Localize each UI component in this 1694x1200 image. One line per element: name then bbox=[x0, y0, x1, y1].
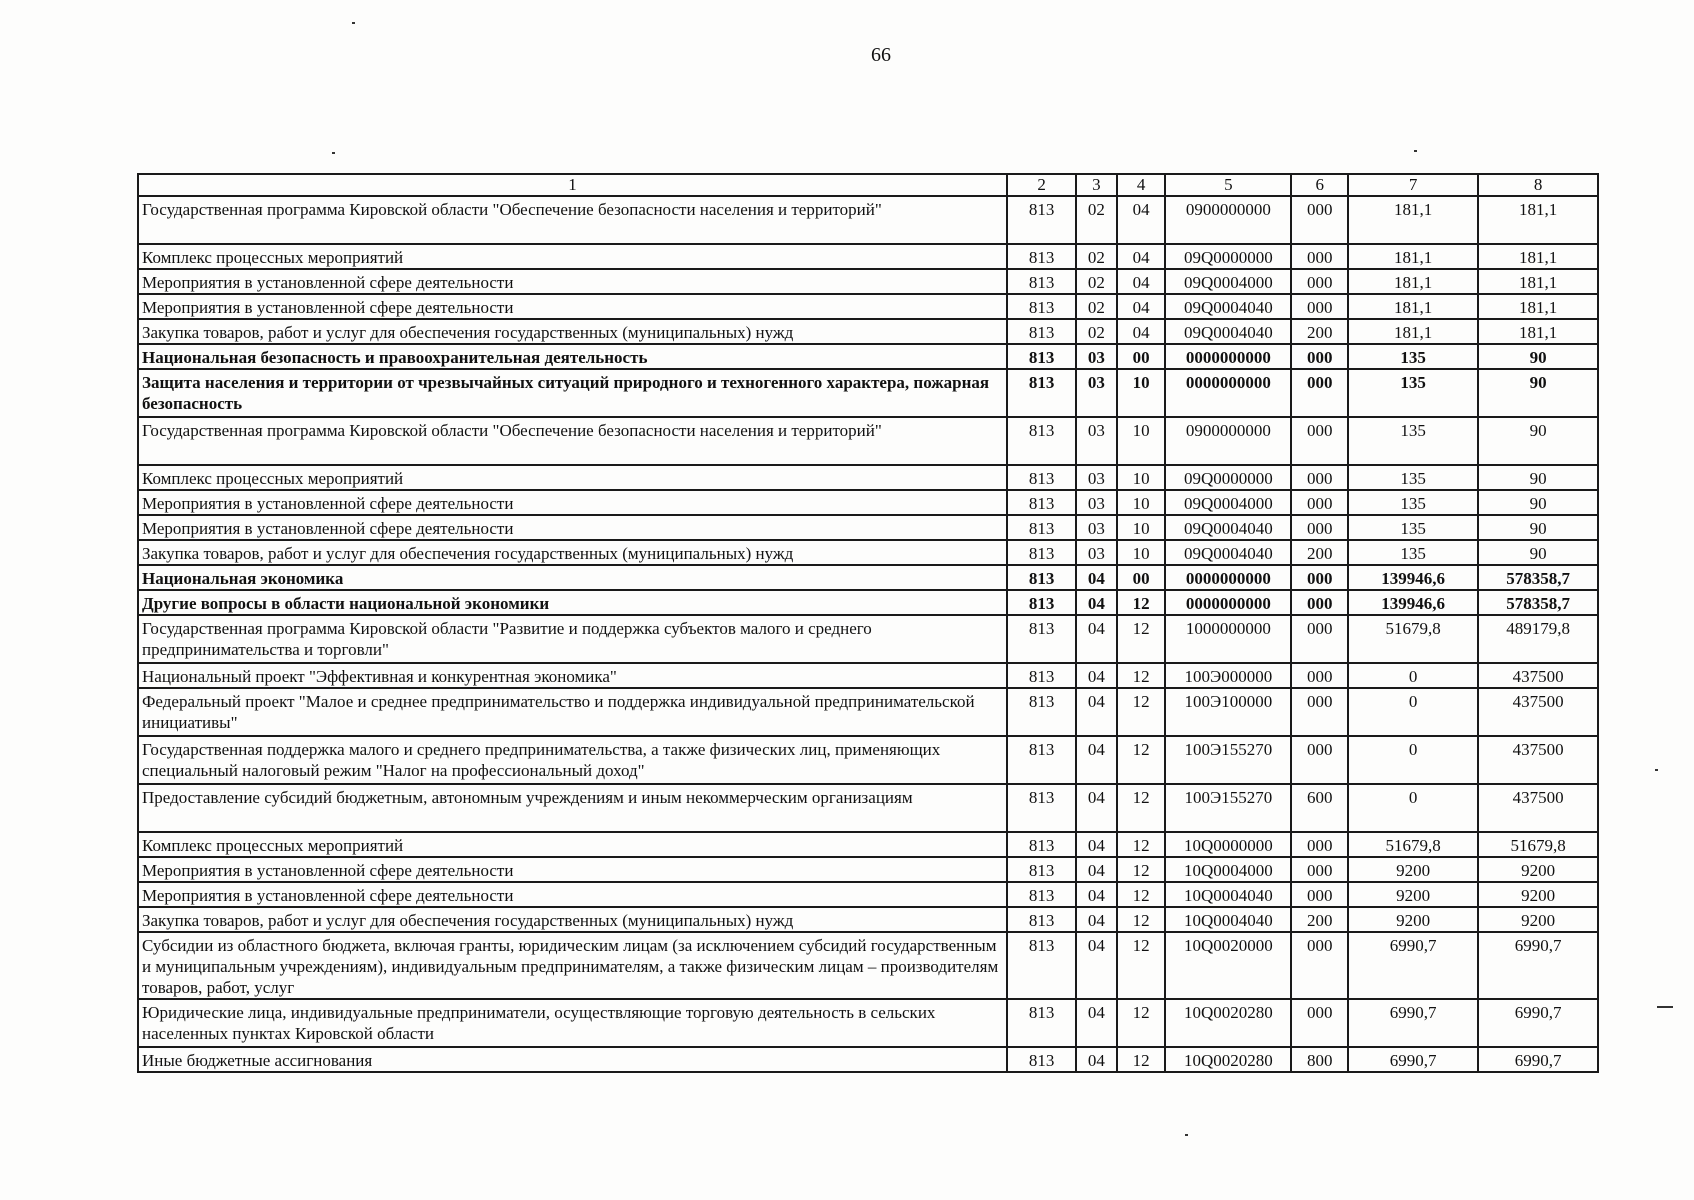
row-admin-code-cell: 813 bbox=[1007, 319, 1076, 344]
table-header-row bbox=[138, 174, 1598, 196]
row-amount-col8-cell: 437500 bbox=[1478, 688, 1598, 736]
row-section-cell: 03 bbox=[1076, 490, 1117, 515]
row-amount-col8-cell: 578358,7 bbox=[1478, 565, 1598, 590]
row-expense-type-cell: 000 bbox=[1291, 688, 1348, 736]
table-row bbox=[138, 999, 1598, 1047]
row-target-article-cell: 0900000000 bbox=[1165, 196, 1291, 244]
row-target-article-cell: 100Э155270 bbox=[1165, 784, 1291, 832]
row-name-cell: Закупка товаров, работ и услуг для обеспечения государственных (муниципальных) нужд bbox=[138, 907, 1007, 932]
row-amount-col8-cell: 9200 bbox=[1478, 882, 1598, 907]
row-section-cell: 04 bbox=[1076, 663, 1117, 688]
row-section-cell: 04 bbox=[1076, 1047, 1117, 1072]
row-section-cell: 03 bbox=[1076, 369, 1117, 417]
row-expense-type-cell: 000 bbox=[1291, 269, 1348, 294]
row-subsection-cell: 12 bbox=[1117, 736, 1166, 784]
row-target-article-cell: 0000000000 bbox=[1165, 565, 1291, 590]
row-expense-type-cell: 000 bbox=[1291, 490, 1348, 515]
scan-speck bbox=[1657, 1006, 1673, 1008]
row-name-cell: Государственная поддержка малого и среднего предпринимательства, а также физических лиц, применяющих специальный налоговый режим "Налог на профессиональный доход" bbox=[138, 736, 1007, 784]
row-subsection-cell: 04 bbox=[1117, 269, 1166, 294]
scan-speck bbox=[352, 22, 355, 24]
row-section-cell: 04 bbox=[1076, 999, 1117, 1047]
row-subsection-cell: 12 bbox=[1117, 832, 1166, 857]
row-amount-col7-cell: 135 bbox=[1348, 344, 1478, 369]
row-amount-col7-cell: 139946,6 bbox=[1348, 565, 1478, 590]
row-amount-col7-cell: 6990,7 bbox=[1348, 1047, 1478, 1072]
header-col-3: 3 bbox=[1076, 174, 1117, 196]
row-name-cell: Мероприятия в установленной сфере деятельности bbox=[138, 490, 1007, 515]
table-row bbox=[138, 319, 1598, 344]
table-row bbox=[138, 417, 1598, 465]
row-expense-type-cell: 200 bbox=[1291, 319, 1348, 344]
row-amount-col8-cell: 181,1 bbox=[1478, 196, 1598, 244]
row-target-article-cell: 0000000000 bbox=[1165, 344, 1291, 369]
row-amount-col7-cell: 181,1 bbox=[1348, 196, 1478, 244]
row-admin-code-cell: 813 bbox=[1007, 590, 1076, 615]
header-col-8: 8 bbox=[1478, 174, 1598, 196]
table-row bbox=[138, 907, 1598, 932]
table-row bbox=[138, 932, 1598, 999]
row-expense-type-cell: 000 bbox=[1291, 344, 1348, 369]
row-target-article-cell: 10Q0000000 bbox=[1165, 832, 1291, 857]
row-amount-col8-cell: 437500 bbox=[1478, 736, 1598, 784]
row-amount-col7-cell: 9200 bbox=[1348, 857, 1478, 882]
row-admin-code-cell: 813 bbox=[1007, 515, 1076, 540]
row-section-cell: 02 bbox=[1076, 269, 1117, 294]
row-target-article-cell: 100Э155270 bbox=[1165, 736, 1291, 784]
row-name-cell: Субсидии из областного бюджета, включая гранты, юридическим лицам (за исключением субсидий государственным и муниципальным учреждениям), индивидуальным предпринимателям, а также физическим лицам – производителям товаров, работ, услуг bbox=[138, 932, 1007, 999]
row-subsection-cell: 12 bbox=[1117, 1047, 1166, 1072]
row-amount-col7-cell: 0 bbox=[1348, 663, 1478, 688]
row-expense-type-cell: 000 bbox=[1291, 369, 1348, 417]
row-target-article-cell: 10Q0020280 bbox=[1165, 999, 1291, 1047]
row-target-article-cell: 10Q0020280 bbox=[1165, 1047, 1291, 1072]
row-section-cell: 04 bbox=[1076, 688, 1117, 736]
row-expense-type-cell: 000 bbox=[1291, 736, 1348, 784]
row-section-cell: 03 bbox=[1076, 465, 1117, 490]
row-admin-code-cell: 813 bbox=[1007, 196, 1076, 244]
row-amount-col7-cell: 0 bbox=[1348, 688, 1478, 736]
row-name-cell: Мероприятия в установленной сфере деятельности bbox=[138, 294, 1007, 319]
row-target-article-cell: 09Q0004040 bbox=[1165, 319, 1291, 344]
table-row bbox=[138, 688, 1598, 736]
row-amount-col8-cell: 181,1 bbox=[1478, 244, 1598, 269]
row-expense-type-cell: 000 bbox=[1291, 932, 1348, 999]
row-admin-code-cell: 813 bbox=[1007, 615, 1076, 663]
row-subsection-cell: 12 bbox=[1117, 688, 1166, 736]
row-amount-col8-cell: 578358,7 bbox=[1478, 590, 1598, 615]
row-subsection-cell: 10 bbox=[1117, 490, 1166, 515]
scan-speck bbox=[1655, 769, 1658, 771]
row-target-article-cell: 09Q0004040 bbox=[1165, 540, 1291, 565]
row-name-cell: Мероприятия в установленной сфере деятельности bbox=[138, 269, 1007, 294]
page-number: 66 bbox=[871, 44, 891, 66]
row-amount-col8-cell: 90 bbox=[1478, 417, 1598, 465]
row-amount-col8-cell: 437500 bbox=[1478, 784, 1598, 832]
row-subsection-cell: 12 bbox=[1117, 590, 1166, 615]
scan-speck bbox=[332, 152, 335, 154]
row-section-cell: 04 bbox=[1076, 857, 1117, 882]
row-amount-col7-cell: 6990,7 bbox=[1348, 932, 1478, 999]
table-row bbox=[138, 832, 1598, 857]
row-subsection-cell: 12 bbox=[1117, 999, 1166, 1047]
row-expense-type-cell: 200 bbox=[1291, 907, 1348, 932]
row-subsection-cell: 04 bbox=[1117, 244, 1166, 269]
row-admin-code-cell: 813 bbox=[1007, 344, 1076, 369]
row-admin-code-cell: 813 bbox=[1007, 907, 1076, 932]
row-amount-col7-cell: 139946,6 bbox=[1348, 590, 1478, 615]
row-amount-col7-cell: 51679,8 bbox=[1348, 832, 1478, 857]
row-admin-code-cell: 813 bbox=[1007, 490, 1076, 515]
row-name-cell: Национальный проект "Эффективная и конкурентная экономика" bbox=[138, 663, 1007, 688]
row-subsection-cell: 12 bbox=[1117, 932, 1166, 999]
row-expense-type-cell: 000 bbox=[1291, 244, 1348, 269]
row-name-cell: Государственная программа Кировской области "Развитие и поддержка субъектов малого и среднего предпринимательства и торговли" bbox=[138, 615, 1007, 663]
row-target-article-cell: 09Q0004000 bbox=[1165, 490, 1291, 515]
row-subsection-cell: 10 bbox=[1117, 465, 1166, 490]
row-amount-col8-cell: 90 bbox=[1478, 540, 1598, 565]
row-name-cell: Национальная экономика bbox=[138, 565, 1007, 590]
table-row bbox=[138, 736, 1598, 784]
row-target-article-cell: 09Q0004000 bbox=[1165, 269, 1291, 294]
row-name-cell: Предоставление субсидий бюджетным, автономным учреждениям и иным некоммерческим организациям bbox=[138, 784, 1007, 832]
row-target-article-cell: 09Q0000000 bbox=[1165, 465, 1291, 490]
row-name-cell: Федеральный проект "Малое и среднее предпринимательство и поддержка индивидуальной предпринимательской инициативы" bbox=[138, 688, 1007, 736]
row-target-article-cell: 0000000000 bbox=[1165, 369, 1291, 417]
row-amount-col7-cell: 135 bbox=[1348, 369, 1478, 417]
row-amount-col8-cell: 181,1 bbox=[1478, 269, 1598, 294]
row-name-cell: Мероприятия в установленной сфере деятельности bbox=[138, 882, 1007, 907]
table-row bbox=[138, 784, 1598, 832]
row-amount-col7-cell: 0 bbox=[1348, 736, 1478, 784]
row-amount-col8-cell: 90 bbox=[1478, 515, 1598, 540]
table-row bbox=[138, 369, 1598, 417]
header-col-4: 4 bbox=[1117, 174, 1166, 196]
row-amount-col8-cell: 181,1 bbox=[1478, 294, 1598, 319]
row-admin-code-cell: 813 bbox=[1007, 244, 1076, 269]
row-admin-code-cell: 813 bbox=[1007, 369, 1076, 417]
row-amount-col8-cell: 489179,8 bbox=[1478, 615, 1598, 663]
row-subsection-cell: 04 bbox=[1117, 319, 1166, 344]
row-admin-code-cell: 813 bbox=[1007, 417, 1076, 465]
row-section-cell: 04 bbox=[1076, 736, 1117, 784]
row-expense-type-cell: 000 bbox=[1291, 857, 1348, 882]
row-admin-code-cell: 813 bbox=[1007, 736, 1076, 784]
header-col-1: 1 bbox=[138, 174, 1007, 196]
row-section-cell: 02 bbox=[1076, 294, 1117, 319]
budget-table bbox=[137, 173, 1599, 1073]
row-target-article-cell: 100Э100000 bbox=[1165, 688, 1291, 736]
row-expense-type-cell: 000 bbox=[1291, 417, 1348, 465]
row-expense-type-cell: 000 bbox=[1291, 515, 1348, 540]
row-name-cell: Государственная программа Кировской области "Обеспечение безопасности населения и территорий" bbox=[138, 417, 1007, 465]
row-name-cell: Мероприятия в установленной сфере деятельности bbox=[138, 857, 1007, 882]
row-subsection-cell: 12 bbox=[1117, 857, 1166, 882]
row-subsection-cell: 04 bbox=[1117, 294, 1166, 319]
row-amount-col7-cell: 51679,8 bbox=[1348, 615, 1478, 663]
table-row bbox=[138, 882, 1598, 907]
row-amount-col8-cell: 90 bbox=[1478, 344, 1598, 369]
row-section-cell: 04 bbox=[1076, 565, 1117, 590]
table-row bbox=[138, 615, 1598, 663]
row-amount-col8-cell: 90 bbox=[1478, 369, 1598, 417]
row-amount-col8-cell: 90 bbox=[1478, 465, 1598, 490]
row-name-cell: Мероприятия в установленной сфере деятельности bbox=[138, 515, 1007, 540]
row-target-article-cell: 0000000000 bbox=[1165, 590, 1291, 615]
row-amount-col7-cell: 181,1 bbox=[1348, 244, 1478, 269]
row-expense-type-cell: 000 bbox=[1291, 565, 1348, 590]
row-target-article-cell: 10Q0004000 bbox=[1165, 857, 1291, 882]
row-amount-col7-cell: 181,1 bbox=[1348, 319, 1478, 344]
row-section-cell: 03 bbox=[1076, 515, 1117, 540]
table-row bbox=[138, 540, 1598, 565]
row-expense-type-cell: 000 bbox=[1291, 832, 1348, 857]
row-subsection-cell: 10 bbox=[1117, 515, 1166, 540]
row-target-article-cell: 100Э000000 bbox=[1165, 663, 1291, 688]
table-row bbox=[138, 269, 1598, 294]
row-name-cell: Юридические лица, индивидуальные предприниматели, осуществляющие торговую деятельность в сельских населенных пунктах Кировской области bbox=[138, 999, 1007, 1047]
row-amount-col7-cell: 135 bbox=[1348, 540, 1478, 565]
table-row bbox=[138, 590, 1598, 615]
header-col-2: 2 bbox=[1007, 174, 1076, 196]
row-name-cell: Национальная безопасность и правоохранительная деятельность bbox=[138, 344, 1007, 369]
row-expense-type-cell: 000 bbox=[1291, 999, 1348, 1047]
row-subsection-cell: 10 bbox=[1117, 417, 1166, 465]
row-subsection-cell: 10 bbox=[1117, 369, 1166, 417]
row-admin-code-cell: 813 bbox=[1007, 663, 1076, 688]
row-expense-type-cell: 200 bbox=[1291, 540, 1348, 565]
row-name-cell: Закупка товаров, работ и услуг для обеспечения государственных (муниципальных) нужд bbox=[138, 540, 1007, 565]
row-section-cell: 03 bbox=[1076, 344, 1117, 369]
table-row bbox=[138, 294, 1598, 319]
row-expense-type-cell: 000 bbox=[1291, 882, 1348, 907]
row-section-cell: 04 bbox=[1076, 882, 1117, 907]
row-amount-col8-cell: 90 bbox=[1478, 490, 1598, 515]
row-name-cell: Комплекс процессных мероприятий bbox=[138, 832, 1007, 857]
row-subsection-cell: 12 bbox=[1117, 907, 1166, 932]
row-admin-code-cell: 813 bbox=[1007, 565, 1076, 590]
row-expense-type-cell: 000 bbox=[1291, 590, 1348, 615]
row-amount-col8-cell: 437500 bbox=[1478, 663, 1598, 688]
row-expense-type-cell: 000 bbox=[1291, 663, 1348, 688]
row-section-cell: 02 bbox=[1076, 196, 1117, 244]
row-amount-col7-cell: 135 bbox=[1348, 465, 1478, 490]
row-amount-col7-cell: 181,1 bbox=[1348, 269, 1478, 294]
row-admin-code-cell: 813 bbox=[1007, 269, 1076, 294]
row-target-article-cell: 09Q0004040 bbox=[1165, 294, 1291, 319]
row-target-article-cell: 09Q0004040 bbox=[1165, 515, 1291, 540]
row-name-cell: Защита населения и территории от чрезвычайных ситуаций природного и техногенного характера, пожарная безопасность bbox=[138, 369, 1007, 417]
row-name-cell: Государственная программа Кировской области "Обеспечение безопасности населения и территорий" bbox=[138, 196, 1007, 244]
row-expense-type-cell: 000 bbox=[1291, 465, 1348, 490]
row-name-cell: Другие вопросы в области национальной экономики bbox=[138, 590, 1007, 615]
row-amount-col8-cell: 181,1 bbox=[1478, 319, 1598, 344]
scan-speck bbox=[1185, 1134, 1188, 1136]
row-amount-col7-cell: 9200 bbox=[1348, 882, 1478, 907]
row-amount-col8-cell: 9200 bbox=[1478, 857, 1598, 882]
row-subsection-cell: 12 bbox=[1117, 615, 1166, 663]
row-section-cell: 03 bbox=[1076, 417, 1117, 465]
row-subsection-cell: 04 bbox=[1117, 196, 1166, 244]
table-body bbox=[138, 196, 1598, 1072]
table-row bbox=[138, 663, 1598, 688]
row-target-article-cell: 09Q0000000 bbox=[1165, 244, 1291, 269]
row-target-article-cell: 0900000000 bbox=[1165, 417, 1291, 465]
row-expense-type-cell: 000 bbox=[1291, 615, 1348, 663]
row-amount-col7-cell: 181,1 bbox=[1348, 294, 1478, 319]
header-col-7: 7 bbox=[1348, 174, 1478, 196]
row-amount-col8-cell: 6990,7 bbox=[1478, 932, 1598, 999]
row-admin-code-cell: 813 bbox=[1007, 999, 1076, 1047]
row-amount-col7-cell: 6990,7 bbox=[1348, 999, 1478, 1047]
row-section-cell: 04 bbox=[1076, 932, 1117, 999]
row-target-article-cell: 10Q0020000 bbox=[1165, 932, 1291, 999]
row-admin-code-cell: 813 bbox=[1007, 465, 1076, 490]
table-row bbox=[138, 490, 1598, 515]
table-row bbox=[138, 515, 1598, 540]
table-row bbox=[138, 857, 1598, 882]
header-col-6: 6 bbox=[1291, 174, 1348, 196]
table-row bbox=[138, 244, 1598, 269]
row-name-cell: Комплекс процессных мероприятий bbox=[138, 465, 1007, 490]
row-amount-col7-cell: 135 bbox=[1348, 417, 1478, 465]
row-expense-type-cell: 000 bbox=[1291, 294, 1348, 319]
header-col-5: 5 bbox=[1165, 174, 1291, 196]
row-expense-type-cell: 600 bbox=[1291, 784, 1348, 832]
table-row bbox=[138, 344, 1598, 369]
row-admin-code-cell: 813 bbox=[1007, 857, 1076, 882]
row-name-cell: Комплекс процессных мероприятий bbox=[138, 244, 1007, 269]
row-expense-type-cell: 000 bbox=[1291, 196, 1348, 244]
table-row bbox=[138, 1047, 1598, 1072]
row-subsection-cell: 12 bbox=[1117, 784, 1166, 832]
row-admin-code-cell: 813 bbox=[1007, 832, 1076, 857]
row-subsection-cell: 10 bbox=[1117, 540, 1166, 565]
row-target-article-cell: 10Q0004040 bbox=[1165, 882, 1291, 907]
row-name-cell: Закупка товаров, работ и услуг для обеспечения государственных (муниципальных) нужд bbox=[138, 319, 1007, 344]
scan-speck bbox=[1414, 150, 1417, 152]
row-subsection-cell: 00 bbox=[1117, 344, 1166, 369]
row-target-article-cell: 1000000000 bbox=[1165, 615, 1291, 663]
row-section-cell: 02 bbox=[1076, 244, 1117, 269]
row-name-cell: Иные бюджетные ассигнования bbox=[138, 1047, 1007, 1072]
row-section-cell: 03 bbox=[1076, 540, 1117, 565]
row-amount-col8-cell: 9200 bbox=[1478, 907, 1598, 932]
row-subsection-cell: 00 bbox=[1117, 565, 1166, 590]
table-row bbox=[138, 565, 1598, 590]
row-subsection-cell: 12 bbox=[1117, 882, 1166, 907]
row-target-article-cell: 10Q0004040 bbox=[1165, 907, 1291, 932]
row-amount-col8-cell: 6990,7 bbox=[1478, 999, 1598, 1047]
row-section-cell: 04 bbox=[1076, 590, 1117, 615]
row-admin-code-cell: 813 bbox=[1007, 784, 1076, 832]
row-admin-code-cell: 813 bbox=[1007, 540, 1076, 565]
row-amount-col7-cell: 9200 bbox=[1348, 907, 1478, 932]
row-section-cell: 04 bbox=[1076, 784, 1117, 832]
row-amount-col7-cell: 0 bbox=[1348, 784, 1478, 832]
row-amount-col7-cell: 135 bbox=[1348, 515, 1478, 540]
row-admin-code-cell: 813 bbox=[1007, 294, 1076, 319]
row-section-cell: 02 bbox=[1076, 319, 1117, 344]
table-row bbox=[138, 465, 1598, 490]
row-admin-code-cell: 813 bbox=[1007, 932, 1076, 999]
row-expense-type-cell: 800 bbox=[1291, 1047, 1348, 1072]
row-amount-col7-cell: 135 bbox=[1348, 490, 1478, 515]
row-amount-col8-cell: 6990,7 bbox=[1478, 1047, 1598, 1072]
row-admin-code-cell: 813 bbox=[1007, 1047, 1076, 1072]
row-section-cell: 04 bbox=[1076, 832, 1117, 857]
row-section-cell: 04 bbox=[1076, 615, 1117, 663]
row-admin-code-cell: 813 bbox=[1007, 882, 1076, 907]
row-subsection-cell: 12 bbox=[1117, 663, 1166, 688]
table-row bbox=[138, 196, 1598, 244]
row-section-cell: 04 bbox=[1076, 907, 1117, 932]
row-amount-col8-cell: 51679,8 bbox=[1478, 832, 1598, 857]
row-admin-code-cell: 813 bbox=[1007, 688, 1076, 736]
